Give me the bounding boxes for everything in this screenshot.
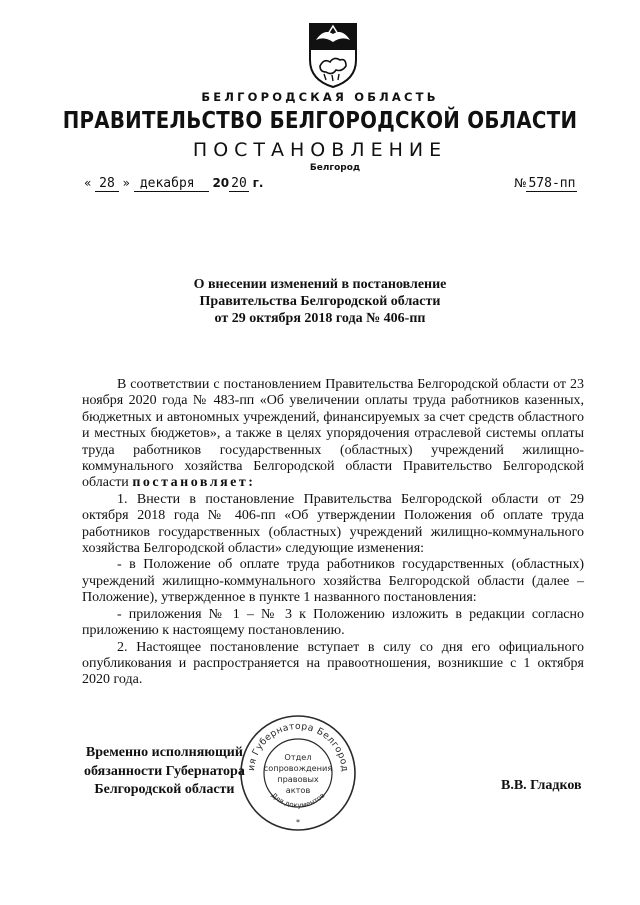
signatory-line-1: Временно исполняющий	[85, 745, 243, 760]
signatory-line-3: Белгородской области	[94, 782, 235, 797]
paragraph-5: 2. Настоящее постановление вступает в силу со дня его официального опубликования и распространяется на правоотношения, возникшие с 1 октября 2020 года.	[82, 639, 584, 688]
date-year-prefix: 20	[212, 176, 230, 190]
quote-open: «	[84, 176, 92, 190]
document-number: 578-пп	[528, 176, 576, 191]
number-prefix: №	[514, 176, 527, 190]
paragraph-1	[82, 377, 584, 492]
stamp-center-line-2: сопровождения	[263, 763, 333, 773]
stamp-bottom-text: Для документов	[269, 791, 327, 810]
document-title	[120, 276, 520, 327]
title-line-3: от 29 октября 2018 года № 406-пп	[214, 311, 426, 326]
region-name: БЕЛГОРОДСКАЯ ОБЛАСТЬ	[201, 90, 439, 104]
date-month: декабря	[134, 177, 209, 192]
paragraph-1-text: В соответствии с постановлением Правительства Белгородской области от 23 ноября 2020 года № 483-пп «Об увеличении оплаты труда работников казенных, бюджетных и автономных учреждений, финансируемых за счет средств областного и местных бюджетов», а также в целях упорядочения отраслевой системы оплаты труда работников государственных (областных) учреждений жилищно-коммунального хозяйства Белгородской области Правительство Белгородской области	[82, 377, 584, 491]
paragraph-1-verb: постановляет	[132, 475, 249, 491]
coat-of-arms	[306, 20, 360, 90]
number-line	[514, 176, 577, 192]
quote-close: »	[122, 176, 130, 190]
stamp-center-line-1: Отдел	[284, 752, 312, 762]
title-line-1: О внесении изменений в постановление	[193, 277, 447, 292]
paragraph-2: 1. Внести в постановление Правительства Белгородской области от 29 октября 2018 года № 406-пп «Об утверждении Положения об оплате труда работников государственных (областных) учреждений жилищно-коммунального хозяйства Белгородской области» следующие изменения:	[82, 491, 584, 557]
stamp-ring-text: ия Губернатора Белгород	[245, 720, 351, 773]
date-day: 28	[95, 177, 119, 192]
document-body	[82, 377, 584, 689]
stamp-star-icon: *	[296, 818, 300, 827]
official-stamp	[238, 713, 358, 833]
government-name: ПРАВИТЕЛЬСТВО БЕЛГОРОДСКОЙ ОБЛАСТИ	[62, 108, 578, 134]
date-year-abbr: г.	[252, 176, 264, 190]
paragraph-3: - в Положение об оплате труда работников государственных (областных) учреждений жилищно-коммунального хозяйства Белгородской области (далее – Положение), утвержденное в пункте 1 названного постановления:	[82, 557, 584, 606]
date-year-suffix: 20	[231, 176, 247, 191]
stamp-center-line-3: правовых	[277, 774, 319, 784]
paragraph-4: - приложения № 1 – № 3 к Положению изложить в редакции согласно приложению к настоящему постановлению.	[82, 606, 584, 639]
signatory-name: В.В. Гладков	[501, 778, 582, 793]
date-line	[84, 176, 263, 192]
document-type: ПОСТАНОВЛЕНИЕ	[192, 139, 448, 161]
signatory-line-2: обязанности Губернатора	[84, 763, 245, 779]
signatory-title	[84, 744, 245, 800]
stamp-center-line-4: актов	[285, 785, 311, 795]
paragraph-1-colon: :	[248, 475, 253, 491]
title-line-2: Правительства Белгородской области	[199, 294, 441, 309]
city-name: Белгород	[309, 163, 361, 173]
